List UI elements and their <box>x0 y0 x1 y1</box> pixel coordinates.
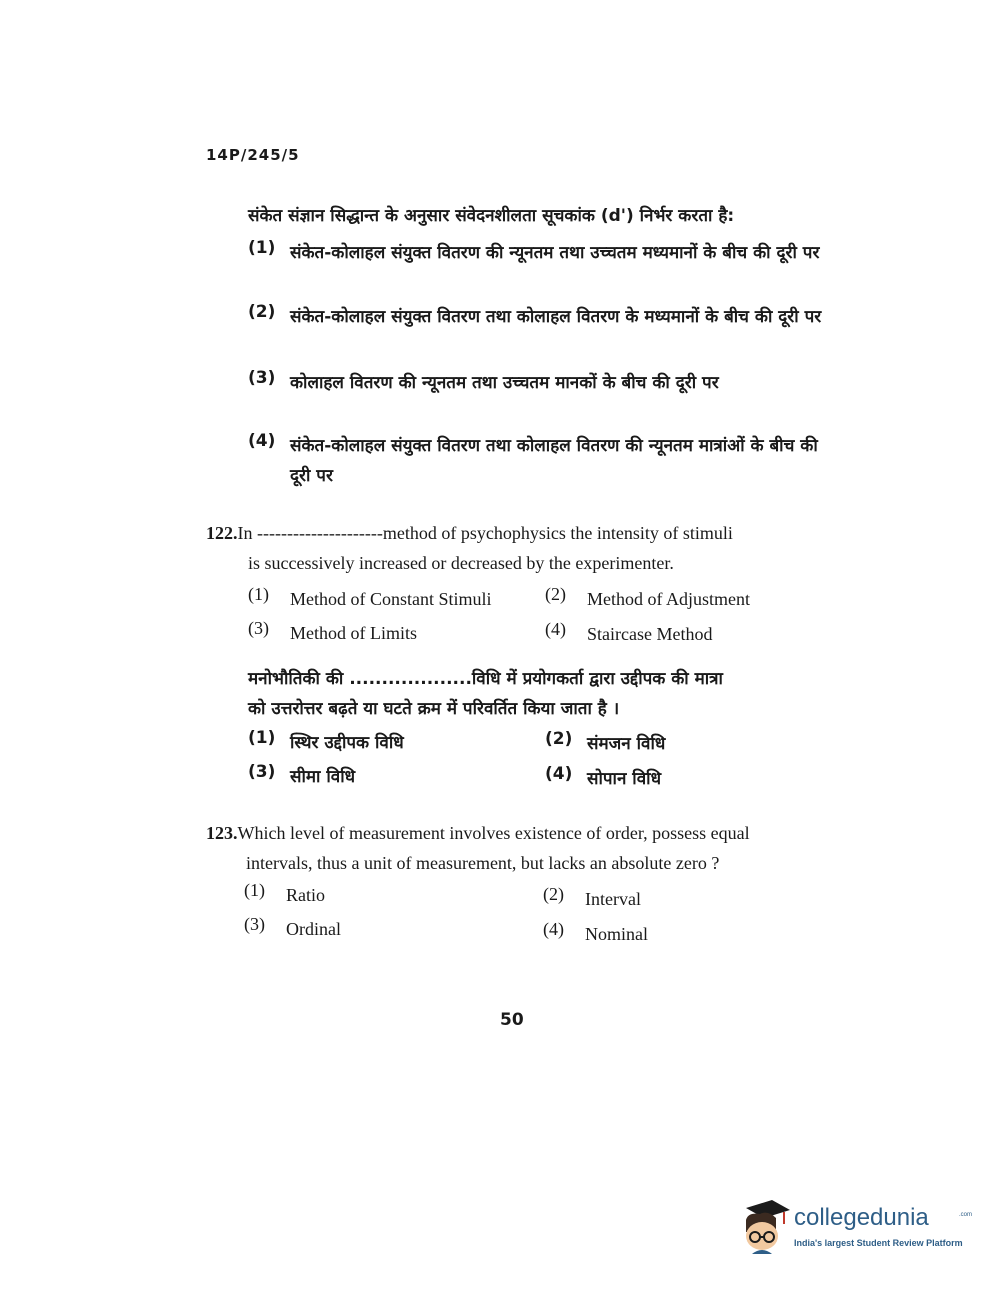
option-number: (3) <box>244 914 265 934</box>
option-number: (2) <box>543 884 564 904</box>
option-text: संमजन विधि <box>587 734 666 754</box>
q122-option-1 <box>248 584 538 614</box>
option-text: संकेत-कोलाहल संयुक्त वितरण तथा कोलाहल वितरण की न्यूनतम मात्रांओं के बीच की दूरी पर <box>290 436 818 486</box>
q121-hindi-option-3 <box>248 368 840 398</box>
collegedunia-watermark <box>738 1198 973 1258</box>
option-text: Method of Limits <box>290 623 417 643</box>
option-number: (1) <box>248 238 276 258</box>
option-number: (2) <box>248 302 276 322</box>
question-number: 123. <box>206 823 238 843</box>
q123-stem-line-2: intervals, thus a unit of measurement, but lacks an absolute zero ? <box>246 853 720 873</box>
option-text: सोपान विधि <box>587 769 662 789</box>
q122-hindi-stem-line-1: मनोभौतिकी की ...................विधि में प्रयोगकर्ता द्वारा उद्दीपक की मात्रा <box>248 669 723 689</box>
q122-hindi-stem-line-2: को उत्तरोत्तर बढ़ते या घटते क्रम में परिवर्तित किया जाता है । <box>248 699 620 719</box>
option-number: (1) <box>248 728 276 748</box>
q122-hindi-option-1 <box>248 728 538 758</box>
option-text: Nominal <box>585 924 648 944</box>
q123-option-3 <box>244 914 534 944</box>
brand-name: collegedunia <box>794 1204 929 1231</box>
option-text: Interval <box>585 889 641 909</box>
q122-hindi-option-2 <box>545 729 835 759</box>
option-number: (4) <box>248 431 276 451</box>
option-number: (4) <box>545 764 573 784</box>
option-text: सीमा विधि <box>290 767 356 787</box>
brand-domain: .com <box>959 1212 973 1218</box>
option-number: (4) <box>543 919 564 939</box>
option-number: (1) <box>248 584 269 604</box>
paper-code: 14P/245/5 <box>206 146 300 164</box>
option-number: (1) <box>244 880 265 900</box>
option-text: Ratio <box>286 885 325 905</box>
option-number: (2) <box>545 584 566 604</box>
option-number: (3) <box>248 762 276 782</box>
q122-hindi-option-3 <box>248 762 538 792</box>
option-text: Method of Constant Stimuli <box>290 589 492 609</box>
question-text: In ---------------------method of psychophysics the intensity of stimuli <box>237 523 733 543</box>
page-number: 50 <box>500 1010 524 1030</box>
q121-hindi-option-2 <box>248 302 840 332</box>
option-text: स्थिर उद्दीपक विधि <box>290 733 404 753</box>
option-text: संकेत-कोलाहल संयुक्त वितरण की न्यूनतम तथा उच्चतम मध्यमानों के बीच की दूरी पर <box>290 243 820 263</box>
question-number: 122. <box>206 523 238 543</box>
q122-option-4 <box>545 619 835 649</box>
q122-stem-line-2: is successively increased or decreased by the experimenter. <box>248 553 674 573</box>
q122-hindi-option-4 <box>545 764 835 794</box>
option-text: संकेत-कोलाहल संयुक्त वितरण तथा कोलाहल वितरण के मध्यमानों के बीच की दूरी पर <box>290 307 822 327</box>
option-text: Method of Adjustment <box>587 589 750 609</box>
option-number: (2) <box>545 729 573 749</box>
q122-option-3 <box>248 618 538 648</box>
q123-option-2 <box>543 884 833 914</box>
q122-stem-line-1 <box>206 518 733 548</box>
option-number: (3) <box>248 618 269 638</box>
q121-hindi-option-1 <box>248 238 840 268</box>
brand-tagline: India's largest Student Review Platform <box>794 1238 963 1248</box>
q121-hindi-option-4 <box>248 431 840 491</box>
mascot-icon <box>738 1198 792 1258</box>
q123-option-1 <box>244 880 534 910</box>
option-text: Staircase Method <box>587 624 713 644</box>
option-number: (3) <box>248 368 276 388</box>
q123-option-4 <box>543 919 833 949</box>
option-text: कोलाहल वितरण की न्यूनतम तथा उच्चतम मानकों के बीच की दूरी पर <box>290 373 719 393</box>
option-number: (4) <box>545 619 566 639</box>
q121-hindi-stem: संकेत संज्ञान सिद्धान्त के अनुसार संवेदनशीलता सूचकांक (d') निर्भर करता है: <box>248 206 735 226</box>
q122-option-2 <box>545 584 835 614</box>
option-text: Ordinal <box>286 919 341 939</box>
question-text: Which level of measurement involves existence of order, possess equal <box>237 823 750 843</box>
q123-stem-line-1 <box>206 818 750 848</box>
